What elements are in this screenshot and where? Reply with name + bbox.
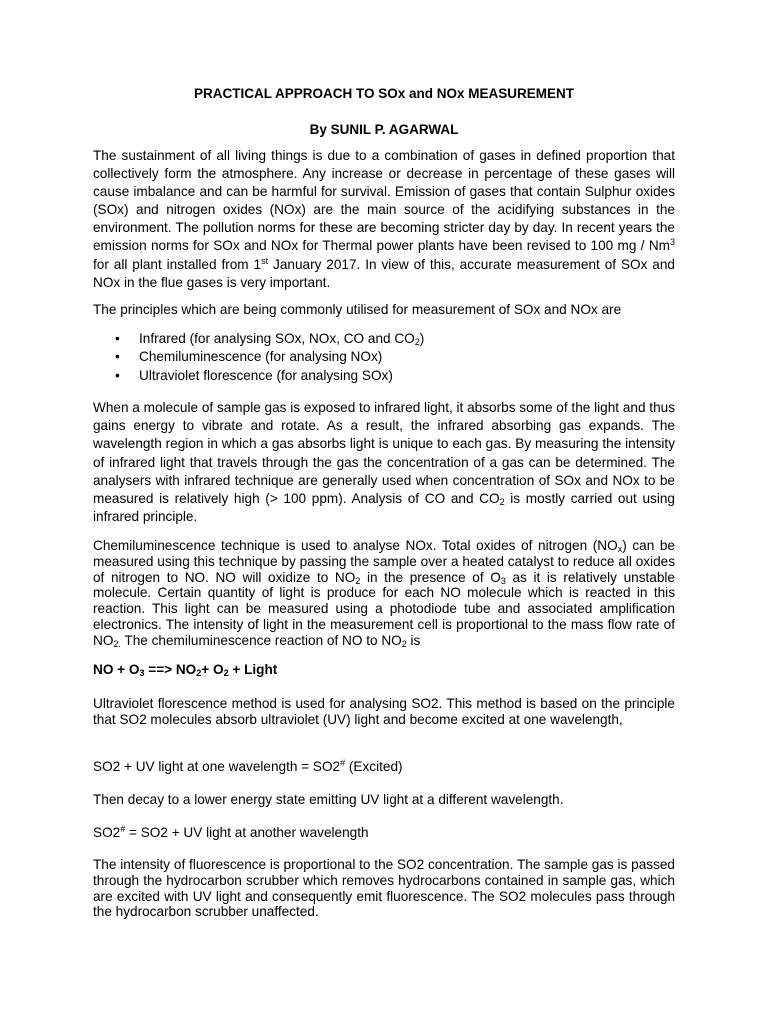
bullet-icon: •: [115, 349, 120, 365]
paragraph-infrared: When a molecule of sample gas is exposed to infrared light, it absorbs some of the light and thus gains energy to vibrate and rotate. As a result, the infrared absorbing gas expands. The wavelength region in which a gas absorbs light is unique to each gas. By measuring the intensity of infrared light that travels through the gas the concentration of a gas can be determined. The analysers with infrared technique are generally used when concentration of SOx and NOx to be measured is relatively high (> 100 ppm). Analysis of CO and $CO_2$ is mostly carried out using infrared principle.: [93, 400, 675, 525]
list-item: • Infrared (for analysing SOx, NOx, CO and $CO_2$): [115, 331, 425, 347]
paragraph-intro: The sustainment of all living things is due to a combination of gases in defined proportion that collectively form the atmosphere. Any increase or decrease in percentage of these gases will cause imbalance and can be harmful for survival. Emission of gases that contain Sulphur oxides (SOx) and nitrogen oxides (NOx) are the main source of the acidifying substances in the environment. The pollution norms for these are becoming stricter day by day. In recent years the emission norms for SOx and NOx for Thermal power plants have been revised to 100 mg / Nm$^3$ for all plant installed from 1st January 2017. In view of this, accurate measurement of SOx and NOx in the flue gases is very important.: [93, 148, 675, 290]
paragraph-decay: Then decay to a lower energy state emitting UV light at a different wavelength.: [93, 792, 564, 807]
list-item: • Chemiluminescence (for analysing NOx): [93, 348, 675, 366]
paragraph-fluorescence: The intensity of fluorescence is proportional to the SO2 concentration. The sample gas is passed through the hydrocarbon scrubber which removes hydrocarbons contained in sample gas, which are excited with UV light and consequently emit fluorescence. The SO2 molecules pass through the hydrocarbon scrubber unaffected.: [93, 857, 675, 920]
equation-excitation: SO2 + UV light at one wavelength = SO2# (Excited): [93, 758, 403, 774]
paragraph-chemiluminescence: Chemiluminescence technique is used to analyse NOx. Total oxides of nitrogen $(NO_x)$ can be measured using this technique by passing the sample over a heated catalyst to reduce all oxides of nitrogen to NO. NO will oxidize to $NO_2$ in the presence of $O_3$ as it is relatively unstable molecule. Certain quantity of light is produce for each NO molecule which is reacted in this reaction. This light can be measured using a photodiode tube and associated amplification electronics. The intensity of light in the measurement cell is proportional to the mass flow rate of $NO_{2.}$ The chemiluminescence reaction of NO to $NO_2$ is: [93, 538, 675, 649]
equation-emission: SO2# = SO2 + UV light at another wavelength: [93, 824, 369, 840]
paragraph-principles: The principles which are being commonly utilised for measurement of SOx and NOx are: [93, 302, 622, 317]
bullet-icon: •: [115, 367, 120, 383]
bullet-icon: •: [115, 331, 120, 346]
equation-chemiluminescence: NO + $O_3$ ==> $NO_2+ O_2$ + Light: [93, 662, 278, 678]
document-byline: By SUNIL P. AGARWAL: [309, 122, 459, 137]
list-item: • Ultraviolet florescence (for analysing SOx): [93, 367, 675, 385]
paragraph-ultraviolet: Ultraviolet florescence method is used for analysing SO2. This method is based on the principle that SO2 molecules absorb ultraviolet (UV) light and become excited at one wavelength,: [93, 696, 675, 728]
document-title: PRACTICAL APPROACH TO SOx and NOx MEASUREMENT: [193, 86, 575, 101]
principles-list: [93, 330, 675, 385]
